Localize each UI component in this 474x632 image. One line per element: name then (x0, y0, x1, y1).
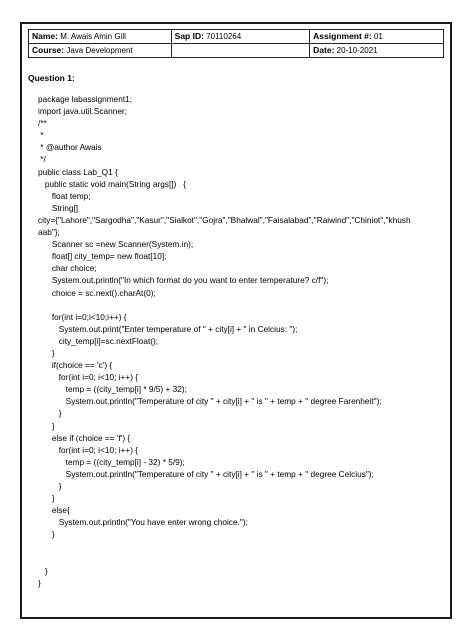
code-line: System.out.println("In which format do you want to enter temperature? c/f"); (38, 275, 329, 286)
code-line: System.out.print("Enter temperature of " + city[i] + " in Celcius: "); (38, 323, 298, 334)
code-line: Scanner sc =new Scanner(System.in); (38, 239, 194, 250)
empty-cell (171, 44, 310, 58)
code-line: if(choice == 'c') { (38, 360, 113, 371)
code-line: else{ (38, 505, 70, 516)
code-line: city_temp[i]=sc.nextFloat(); (38, 335, 159, 346)
code-line: float[] city_temp= new float[10]; (38, 251, 167, 262)
assignment-label: Assignment #: (313, 31, 372, 41)
question-title: Question 1: (28, 73, 75, 83)
code-line: temp = ((city_temp[i] * 9/5) + 32); (38, 384, 187, 395)
code-line: } (38, 481, 62, 491)
course-label: Course: (32, 45, 65, 55)
code-line (38, 553, 450, 565)
code-line: */ (38, 154, 46, 165)
code-line: package labassignment1; (38, 94, 133, 104)
date-cell (310, 44, 444, 58)
date-label: Date: (313, 45, 335, 55)
name-label: Name: (32, 31, 58, 41)
code-line: for(int i=0; i<10; i++) { (38, 444, 139, 455)
course-cell (29, 44, 172, 58)
code-line: else if (choice == 'f') { (38, 432, 131, 443)
code-line: city={"Lahore","Sargodha","Kasur","Sialkot","Gojra","Bhalwal","Faisalabad","Raiwind","Chiniot","khush (38, 214, 411, 225)
code-line: } (38, 347, 55, 358)
code-line: String[] (38, 202, 79, 213)
sap-cell (171, 30, 310, 44)
code-line: temp = ((city_temp[i] - 32) * 5/9); (38, 456, 185, 467)
code-block (38, 93, 450, 589)
code-line (38, 299, 450, 311)
code-line: import java.util.Scanner; (38, 106, 128, 117)
code-line: char choice; (38, 263, 97, 274)
assignment-value: 01 (373, 32, 383, 41)
code-line: float temp; (38, 190, 91, 201)
code-line: * (38, 130, 44, 141)
code-line: System.out.println("Temperature of city " + city[i] + " is " + temp + " degree Celcius"); (38, 468, 374, 479)
code-line (38, 540, 450, 552)
code-line: choice = sc.next().charAt(0); (38, 287, 156, 298)
sap-value: 70110264 (206, 32, 242, 41)
assignment-cell (310, 30, 444, 44)
name-cell (29, 30, 172, 44)
date-value: 20-10-2021 (336, 46, 378, 55)
code-line: public class Lab_Q1 { (38, 166, 118, 177)
code-line: /** (38, 118, 47, 129)
header-table (28, 29, 444, 58)
sap-label: Sap ID: (174, 31, 204, 41)
name-value: M. Awais Amin Gill (60, 32, 126, 41)
code-line: * @author Awais (38, 142, 102, 153)
code-line: } (38, 565, 48, 576)
code-line: } (38, 420, 55, 431)
code-line: public static void main(String args[]) { (38, 178, 187, 189)
code-line: } (38, 408, 62, 419)
code-line: } (38, 493, 55, 504)
code-line: aab"}; (38, 227, 60, 238)
code-line: for(int i=0;i<10;i++) { (38, 311, 127, 322)
code-line: for(int i=0; i<10; i++) { (38, 372, 139, 383)
course-value: Java Development (66, 46, 133, 55)
code-line: } (38, 529, 55, 540)
code-line: System.out.println("Temperature of city " + city[i] + " is " + temp + " degree Farenheit"); (38, 396, 382, 407)
code-line: } (38, 577, 41, 588)
code-line: System.out.println("You have enter wrong choice."); (38, 517, 248, 528)
